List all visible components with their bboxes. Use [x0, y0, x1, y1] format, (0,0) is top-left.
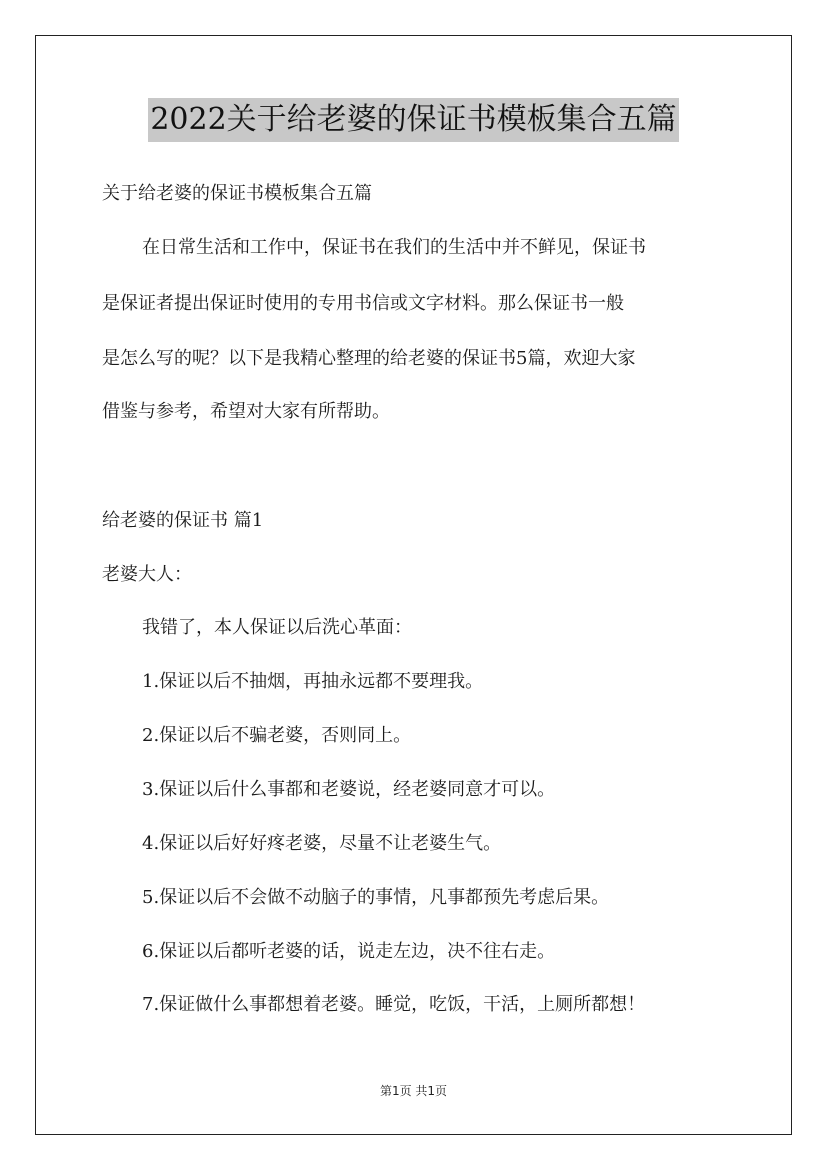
- page-footer: 第1页 共1页: [379, 1084, 448, 1098]
- title-container: [0, 98, 827, 142]
- document-subtitle: 关于给老婆的保证书模板集合五篇: [102, 183, 372, 204]
- list-item: 3.保证以后什么事都和老婆说，经老婆同意才可以。: [142, 779, 556, 800]
- list-item: 7.保证做什么事都想着老婆。睡觉，吃饭，干活，上厕所都想！: [142, 994, 646, 1015]
- intro-line-1: 在日常生活和工作中，保证书在我们的生活中并不鲜见，保证书: [142, 237, 646, 258]
- list-item: 6.保证以后都听老婆的话，说走左边，决不往右走。: [142, 941, 556, 962]
- opening-line: 我错了，本人保证以后洗心革面：: [142, 617, 412, 638]
- intro-line-3: 是怎么写的呢？以下是我精心整理的给老婆的保证书5篇，欢迎大家: [102, 348, 636, 369]
- document-title: 2022关于给老婆的保证书模板集合五篇: [148, 98, 678, 142]
- list-item: 1.保证以后不抽烟，再抽永远都不要理我。: [142, 671, 484, 692]
- list-item: 2.保证以后不骗老婆，否则同上。: [142, 725, 412, 746]
- intro-line-2: 是保证者提出保证时使用的专用书信或文字材料。那么保证书一般: [102, 293, 624, 314]
- list-item: 5.保证以后不会做不动脑子的事情，凡事都预先考虑后果。: [142, 887, 610, 908]
- salutation: 老婆大人：: [102, 564, 192, 585]
- section-heading: 给老婆的保证书 篇1: [102, 510, 264, 531]
- list-item: 4.保证以后好好疼老婆，尽量不让老婆生气。: [142, 833, 502, 854]
- intro-line-4: 借鉴与参考，希望对大家有所帮助。: [102, 401, 390, 422]
